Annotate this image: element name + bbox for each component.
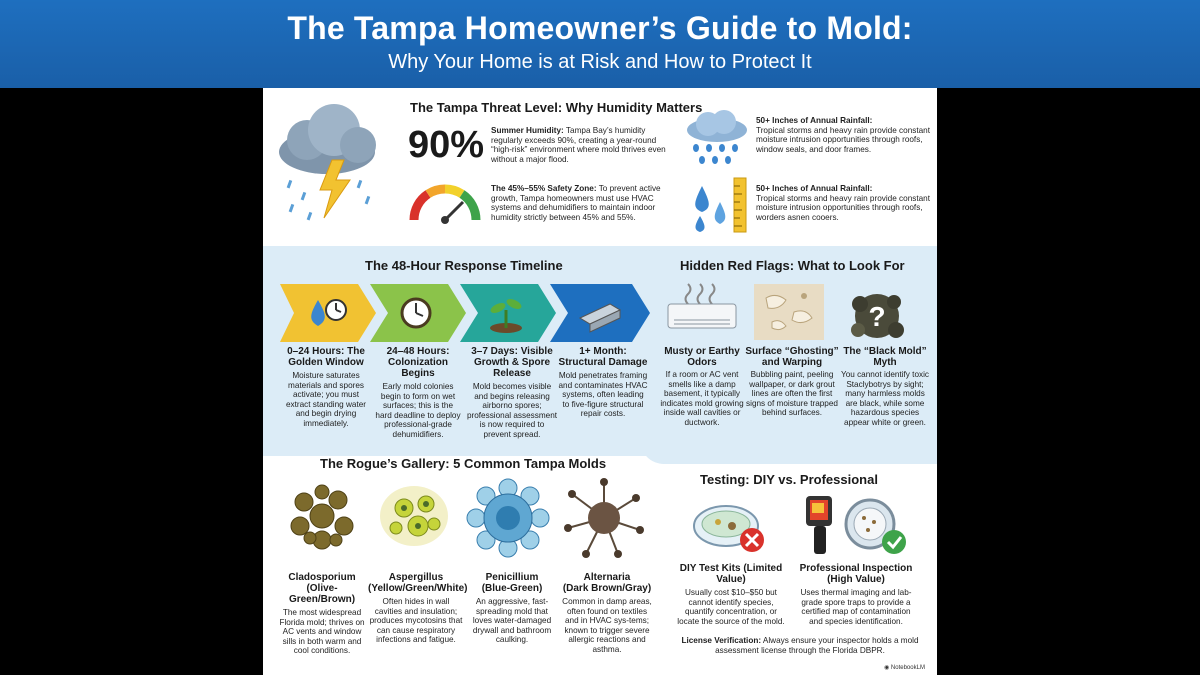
flag-black-mold: The “Black Mold” Myth You cannot identify toxic Staclybotrys by sight; many harmless molds are black, while some hazardous species appear white or green. — [841, 346, 929, 427]
brand-watermark: ◉ NotebookLM — [884, 665, 925, 671]
page-subtitle: Why Your Home is at Risk and How to Protect It — [388, 51, 812, 73]
mold-penicillium: Penicillium (Blue-Green) An aggressive, fast-spreading mold that loves water-damaged drywall and bathroom caulking. — [472, 572, 552, 645]
rainfall-block-2 — [756, 184, 931, 222]
rainfall-text-2: Tropical storms and heavy rain provide constant moisture intrusion opportunities through roofs, worders asnen cooers. — [756, 193, 930, 222]
safety-block — [491, 184, 666, 222]
threat-title: The Tampa Threat Level: Why Humidity Matters — [410, 100, 703, 115]
timeline-step-2: 24–48 Hours: Colonization Begins Early mold colonies begin to form on wet surfaces; this is the hard deadline to deploy professional-grade dehumidifiers. — [375, 346, 461, 439]
humidity-label: Summer Humidity: — [491, 126, 564, 135]
rain-cloud-icon — [682, 110, 752, 168]
rainfall-title-2: 50+ Inches of Annual Rainfall: — [756, 184, 873, 193]
gallery-title: The Rogue’s Gallery: 5 Common Tampa Molds — [320, 456, 607, 471]
pro-text: Uses thermal imaging and lab-grade spore traps to provide a certified map of contamination and species identification. — [800, 588, 912, 626]
storm-cloud-icon — [272, 100, 382, 230]
diy-title: DIY Test Kits (Limited Value) — [679, 563, 783, 585]
flag-odors: Musty or Earthy Odors If a room or AC vent smells like a damp basement, it typically indicates mold growing inside wall cavities or ductwork. — [660, 346, 744, 427]
license-label: License Verification: — [681, 636, 762, 645]
humidity-gauge-icon — [408, 180, 482, 226]
timeline-arrows — [280, 284, 652, 342]
rainfall-block-1 — [756, 116, 931, 154]
timeline-title: The 48-Hour Response Timeline — [365, 258, 563, 273]
timeline-step-3: 3–7 Days: Visible Growth & Spore Release Mold becomes visible and begins releasing airborno spores; professional assessment is now required to prevent spread. — [466, 346, 558, 439]
mold-alternaria: Alternaria (Dark Brown/Gray) Common in damp areas, often found on textiles and in HVAC sys-tems; known to trigger severe allergic reactions and asthma. — [562, 572, 652, 654]
mold-aspergillus: Aspergillus (Yellow/Green/White) Often hides in wall cavities and insulation; produces mycotosins that can cause respiratory infections and fatigue. — [368, 572, 468, 645]
safety-text: To prevent active growth, Tampa homeowners must use HVAC systems and dehumidifiers to maintain indoor humidity strictly between 45% and 55%. — [491, 184, 661, 222]
aspergillus-icon — [374, 478, 454, 554]
humidity-big-stat: 90% — [408, 124, 485, 166]
peeling-wall-icon — [754, 284, 824, 340]
timeline-step-1: 0–24 Hours: The Golden Window Moisture saturates materials and spores activate; you must extract standing water and begin drying immediately. — [285, 346, 367, 428]
pro-title: Professional Inspection (High Value) — [799, 563, 913, 585]
safety-label: The 45%–55% Safety Zone: — [491, 184, 597, 193]
flag-ghosting: Surface “Ghosting” and Warping Bubbling paint, peeling wallpaper, or dark grout lines are often the first signs of moisture trapped behind surfaces. — [745, 346, 839, 418]
license-note — [676, 636, 924, 655]
professional-inspection — [794, 563, 918, 626]
diy-text: Usually cost $10–$50 but cannot identify species, quantify concentration, or locate the source of the mold. — [677, 588, 785, 626]
notebook-icon: ◉ — [884, 665, 890, 671]
ac-unit-icon — [666, 278, 738, 336]
diy-petri-dish-icon — [690, 496, 770, 556]
testing-title: Testing: DIY vs. Professional — [700, 472, 878, 487]
license-text: Always ensure your inspector holds a mold assessment license through the Florida DBPR. — [715, 636, 919, 655]
humidity-text: Tampa Bay’s humidity regularly exceeds 90%, creating a year-round “high-risk” environment where mold thrives even without a major flood. — [491, 126, 666, 164]
header-banner — [0, 0, 1200, 88]
page-title: The Tampa Homeowner’s Guide to Mold: — [287, 10, 913, 46]
black-mold-question-icon — [844, 288, 910, 344]
alternaria-icon — [562, 478, 646, 558]
svg-text:?: ? — [868, 301, 886, 332]
mold-cladosporium: Cladosporium (Olive-Green/Brown) The most widespread Florida mold; thrives on AC vents and window sills in both warm and cool conditions. — [279, 572, 365, 656]
rainfall-title-1: 50+ Inches of Annual Rainfall: — [756, 116, 873, 125]
penicillium-icon — [466, 478, 550, 558]
rain-gauge-icon — [688, 176, 750, 234]
timeline-step-4: 1+ Month: Structural Damage Mold penetrates framing and contaminates HVAC systems, often leading to five-figure structural repair costs. — [558, 346, 648, 419]
diy-test-kits — [676, 563, 786, 626]
rainfall-text-1: Tropical storms and heavy rain provide constant moisture intrusion opportunities through roofs, window seals, and door frames. — [756, 125, 930, 154]
humidity-block — [491, 126, 666, 164]
flags-title: Hidden Red Flags: What to Look For — [680, 258, 905, 273]
cladosporium-icon — [282, 478, 362, 554]
pro-inspection-icon — [800, 494, 910, 558]
